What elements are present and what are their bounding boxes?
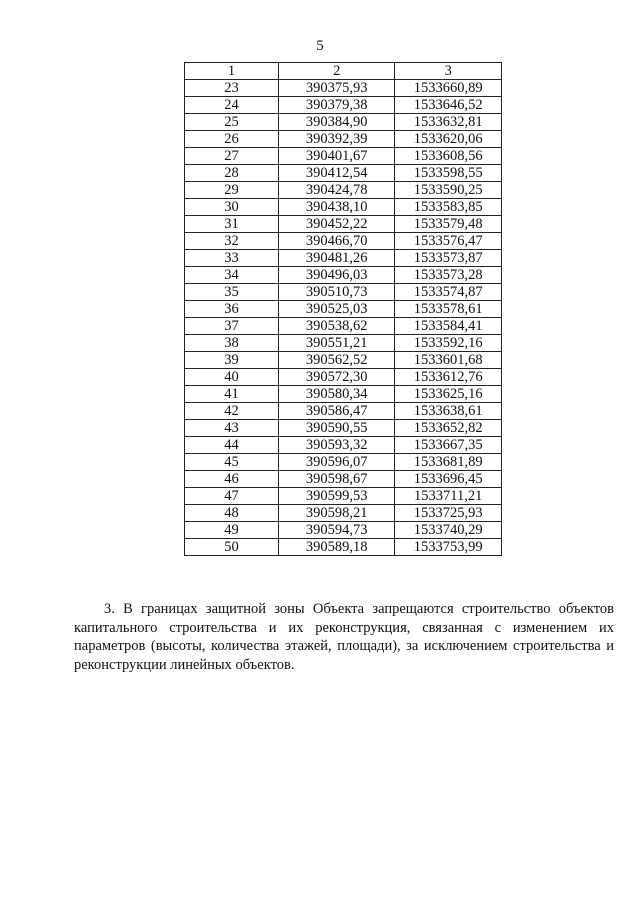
y-coordinate-cell: 1533583,85 [395,199,502,216]
table-row [185,267,502,284]
table-row [185,165,502,182]
table-header-row [185,63,502,80]
x-coordinate-cell: 390586,47 [279,403,395,420]
table-row [185,386,502,403]
table-row [185,148,502,165]
y-coordinate-cell: 1533608,56 [395,148,502,165]
x-coordinate-cell: 390538,62 [279,318,395,335]
x-coordinate-cell: 390580,34 [279,386,395,403]
table-row [185,454,502,471]
point-number-cell: 44 [185,437,279,454]
restriction-paragraph: 3. В границах защитной зоны Объекта запрещаются строительство объектов капитального строительства и их реконструкция, связанная с изменением их параметров (высоты, количества этажей, площади), за исключением строительства и реконструкции линейных объектов. [74,601,614,673]
x-coordinate-cell: 390562,52 [279,352,395,369]
table-row [185,488,502,505]
point-number-cell: 36 [185,301,279,318]
point-number-cell: 45 [185,454,279,471]
y-coordinate-cell: 1533612,76 [395,369,502,386]
point-number-cell: 37 [185,318,279,335]
point-number-cell: 29 [185,182,279,199]
y-coordinate-cell: 1533576,47 [395,233,502,250]
y-coordinate-cell: 1533740,29 [395,522,502,539]
table-row [185,403,502,420]
table-row [185,318,502,335]
coordinates-table [184,62,502,556]
point-number-cell: 28 [185,165,279,182]
table-row [185,335,502,352]
x-coordinate-cell: 390466,70 [279,233,395,250]
table-row [185,420,502,437]
table-row [185,131,502,148]
y-coordinate-cell: 1533667,35 [395,437,502,454]
column-header-y: 3 [395,63,502,80]
table-row [185,114,502,131]
y-coordinate-cell: 1533696,45 [395,471,502,488]
column-header-x: 2 [279,63,395,80]
x-coordinate-cell: 390379,38 [279,97,395,114]
x-coordinate-cell: 390384,90 [279,114,395,131]
table-row [185,199,502,216]
x-coordinate-cell: 390525,03 [279,301,395,318]
point-number-cell: 23 [185,80,279,97]
x-coordinate-cell: 390424,78 [279,182,395,199]
table-row [185,522,502,539]
x-coordinate-cell: 390401,67 [279,148,395,165]
point-number-cell: 48 [185,505,279,522]
y-coordinate-cell: 1533711,21 [395,488,502,505]
y-coordinate-cell: 1533578,61 [395,301,502,318]
point-number-cell: 46 [185,471,279,488]
table-row [185,352,502,369]
point-number-cell: 26 [185,131,279,148]
point-number-cell: 30 [185,199,279,216]
table-row [185,97,502,114]
x-coordinate-cell: 390481,26 [279,250,395,267]
point-number-cell: 27 [185,148,279,165]
y-coordinate-cell: 1533592,16 [395,335,502,352]
table-row [185,80,502,97]
x-coordinate-cell: 390510,73 [279,284,395,301]
y-coordinate-cell: 1533573,87 [395,250,502,267]
y-coordinate-cell: 1533590,25 [395,182,502,199]
point-number-cell: 34 [185,267,279,284]
table-row [185,284,502,301]
y-coordinate-cell: 1533620,06 [395,131,502,148]
x-coordinate-cell: 390598,21 [279,505,395,522]
y-coordinate-cell: 1533652,82 [395,420,502,437]
point-number-cell: 39 [185,352,279,369]
x-coordinate-cell: 390589,18 [279,539,395,556]
x-coordinate-cell: 390599,53 [279,488,395,505]
x-coordinate-cell: 390594,73 [279,522,395,539]
table-body [185,80,502,556]
y-coordinate-cell: 1533598,55 [395,165,502,182]
x-coordinate-cell: 390593,32 [279,437,395,454]
x-coordinate-cell: 390412,54 [279,165,395,182]
table-row [185,250,502,267]
point-number-cell: 40 [185,369,279,386]
page-number: 5 [316,38,324,54]
point-number-cell: 33 [185,250,279,267]
x-coordinate-cell: 390496,03 [279,267,395,284]
table-row [185,233,502,250]
table-row [185,369,502,386]
point-number-cell: 31 [185,216,279,233]
table-row [185,216,502,233]
y-coordinate-cell: 1533638,61 [395,403,502,420]
table-row [185,505,502,522]
table-row [185,301,502,318]
point-number-cell: 41 [185,386,279,403]
x-coordinate-cell: 390590,55 [279,420,395,437]
table-row [185,182,502,199]
point-number-cell: 25 [185,114,279,131]
y-coordinate-cell: 1533660,89 [395,80,502,97]
y-coordinate-cell: 1533625,16 [395,386,502,403]
x-coordinate-cell: 390572,30 [279,369,395,386]
point-number-cell: 38 [185,335,279,352]
x-coordinate-cell: 390392,39 [279,131,395,148]
y-coordinate-cell: 1533753,99 [395,539,502,556]
y-coordinate-cell: 1533646,52 [395,97,502,114]
y-coordinate-cell: 1533584,41 [395,318,502,335]
table-row [185,471,502,488]
table-row [185,539,502,556]
x-coordinate-cell: 390452,22 [279,216,395,233]
point-number-cell: 24 [185,97,279,114]
table-row [185,437,502,454]
point-number-cell: 49 [185,522,279,539]
y-coordinate-cell: 1533574,87 [395,284,502,301]
y-coordinate-cell: 1533601,68 [395,352,502,369]
x-coordinate-cell: 390551,21 [279,335,395,352]
x-coordinate-cell: 390596,07 [279,454,395,471]
point-number-cell: 42 [185,403,279,420]
point-number-cell: 43 [185,420,279,437]
point-number-cell: 47 [185,488,279,505]
x-coordinate-cell: 390598,67 [279,471,395,488]
y-coordinate-cell: 1533681,89 [395,454,502,471]
y-coordinate-cell: 1533725,93 [395,505,502,522]
point-number-cell: 32 [185,233,279,250]
y-coordinate-cell: 1533632,81 [395,114,502,131]
y-coordinate-cell: 1533573,28 [395,267,502,284]
x-coordinate-cell: 390438,10 [279,199,395,216]
point-number-cell: 35 [185,284,279,301]
x-coordinate-cell: 390375,93 [279,80,395,97]
column-header-number: 1 [185,63,279,80]
point-number-cell: 50 [185,539,279,556]
y-coordinate-cell: 1533579,48 [395,216,502,233]
